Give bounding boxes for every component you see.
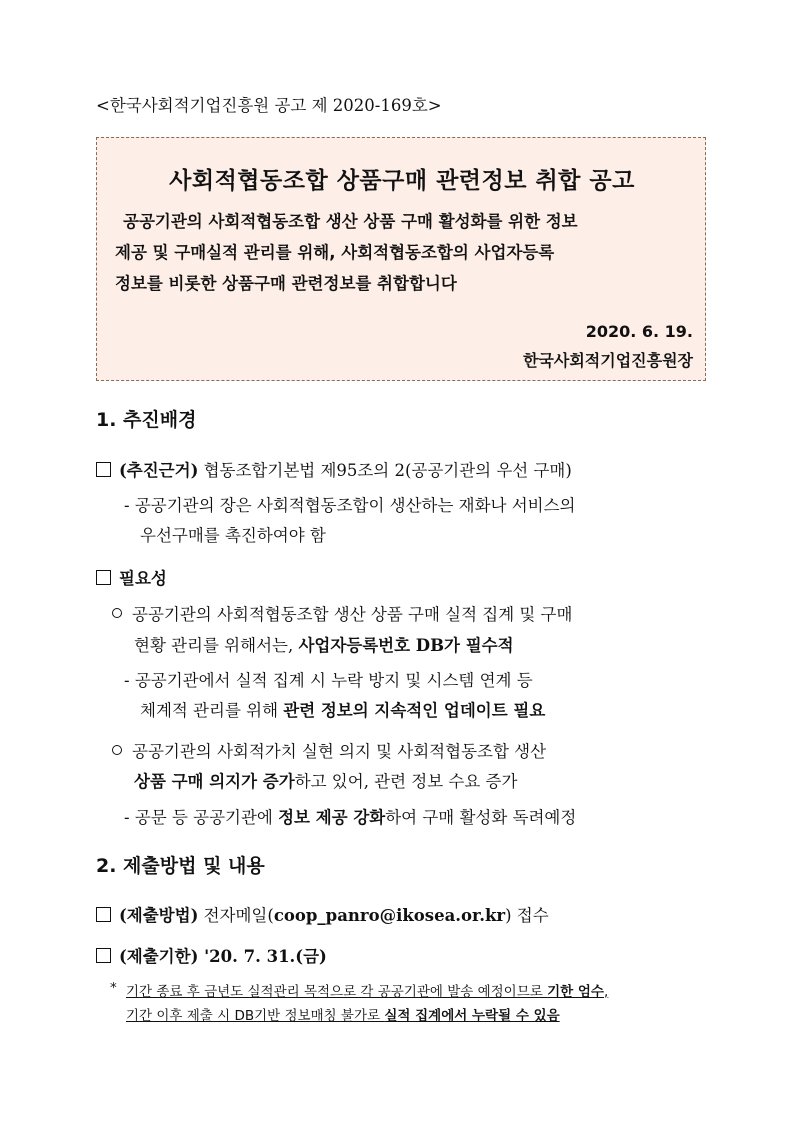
need-circle-item [112,738,546,762]
checkbox-square-icon [96,948,111,963]
need-sub: - 공공기관에서 실적 집계 시 누락 방지 및 시스템 연계 등 [124,671,533,690]
method-label: (제출방법) [119,906,199,925]
need-text-part: 하고 있어, 관련 정보 수요 증가 [294,772,518,791]
announcement-box [96,137,706,381]
method-text: ) 접수 [505,906,549,925]
note-emphasis: 실적 집계에서 누락될 수 있음 [384,1008,560,1024]
announcement-date: 2020. 6. 19. [585,322,693,341]
need-sub-emphasis: 관련 정보의 지속적인 업데이트 필요 [283,701,546,720]
need-text [134,768,517,792]
need-text: 공공기관의 사회적가치 실현 의지 및 사회적협동조합 생산 [132,742,547,761]
note-line [126,980,608,1000]
circle-bullet-icon [112,608,122,618]
section-heading: 1. 추진배경 [96,409,197,431]
need-sub [140,697,545,721]
announcement-title: 사회적협동조합 상품구매 관련정보 취합 공고 [169,168,635,194]
need-item [96,565,167,589]
need-text: 공공기관의 사회적협동조합 생산 상품 구매 실적 집계 및 구매 [132,605,573,624]
need-sub-part: 체계적 관리를 위해 [140,701,284,720]
note-part: , [603,984,609,1000]
checkbox-square-icon [96,570,111,585]
deadline-date: '20. 7. 31.(금) [198,947,327,966]
need-text-part: 현황 관리를 위해서는, [134,636,299,655]
announcement-org: 한국사회적기업진흥원장 [522,351,693,370]
need-text-emphasis: 상품 구매 의지가 증가 [134,772,295,791]
announcement-line: 공공기관의 사회적협동조합 생산 상품 구매 활성화를 위한 정보 [123,212,578,231]
note-part: 기간 이후 제출 시 DB기반 정보매칭 불가로 [126,1008,385,1024]
section-heading: 2. 제출방법 및 내용 [96,855,265,877]
need-sub-emphasis: 정보 제공 강화 [278,808,386,827]
announcement-line: 정보를 비롯한 상품구매 관련정보를 취합합니다 [115,274,457,293]
need-circle-item [112,601,572,625]
method-item [96,902,549,926]
need-label: 필요성 [119,569,167,588]
circle-bullet-icon [112,745,122,755]
email-link[interactable]: coop_panro@ikosea.or.kr [273,906,506,925]
checkbox-square-icon [96,907,111,922]
basis-label: (추진근거) [119,461,199,480]
note-star: * [110,980,117,996]
deadline-label: (제출기한) [119,947,199,966]
need-text [134,632,514,656]
checkbox-square-icon [96,462,111,477]
need-text-emphasis: 사업자등록번호 DB가 필수적 [298,636,514,655]
note-part: 기간 종료 후 금년도 실적관리 목적으로 각 공공기관에 발송 예정이므로 [126,984,548,1000]
basis-text: 협동조합기본법 제95조의 2(공공기관의 우선 구매) [198,461,572,480]
note-emphasis: 기한 엄수 [547,984,604,1000]
notice-number: <한국사회적기업진흥원 공고 제 2020-169호> [96,96,442,115]
need-sub [124,804,576,828]
basis-item [96,457,572,481]
deadline-item [96,943,327,967]
basis-sub: - 공공기관의 장은 사회적협동조합이 생산하는 재화나 서비스의 [124,496,576,515]
basis-sub: 우선구매를 촉진하여야 함 [140,526,326,545]
note-line [126,1004,560,1024]
need-sub-part: 하여 구매 활성화 독려예정 [385,808,577,827]
need-sub-part: - 공문 등 공공기관에 [124,808,279,827]
announcement-line: 제공 및 구매실적 관리를 위해, 사회적협동조합의 사업자등록 [115,243,555,262]
method-text: 전자메일( [198,906,274,925]
